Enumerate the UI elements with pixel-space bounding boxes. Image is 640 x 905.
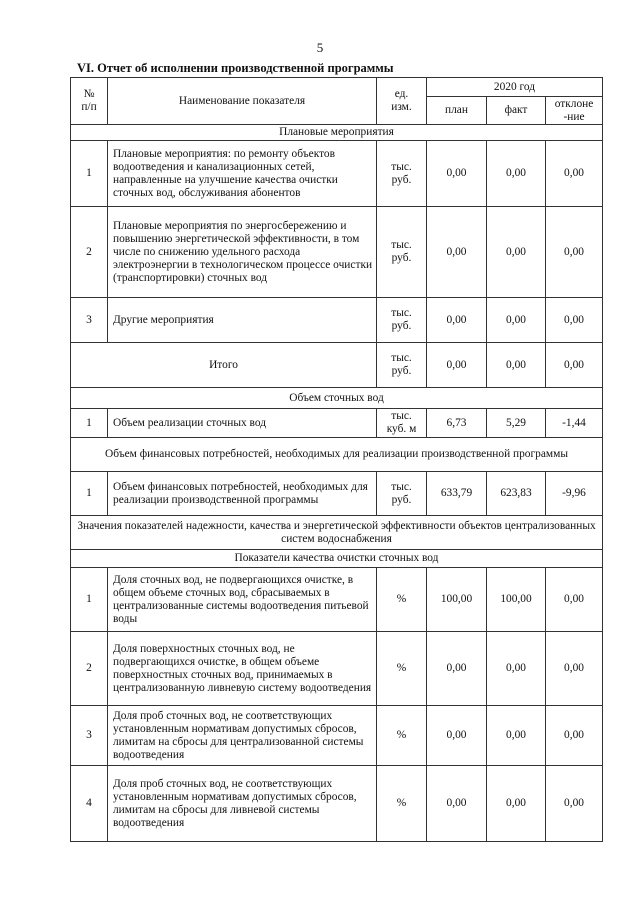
table-row	[71, 298, 603, 343]
section-title-planned: Плановые мероприятия	[71, 125, 603, 141]
table-row	[71, 207, 603, 298]
row-deviation: 0,00	[546, 632, 603, 706]
row-deviation: 0,00	[546, 568, 603, 632]
row-deviation: 0,00	[546, 298, 603, 343]
row-fact: 0,00	[487, 766, 546, 842]
section-title-indicators: Значения показателей надежности, качества и энергетической эффективности объектов централизованных систем водоснабжения	[71, 516, 603, 550]
header-fact: факт	[487, 97, 546, 125]
row-deviation: 0,00	[546, 706, 603, 766]
row-num: 3	[71, 706, 108, 766]
total-fact: 0,00	[487, 343, 546, 388]
row-plan: 100,00	[427, 568, 487, 632]
table-row	[71, 141, 603, 207]
table-row	[71, 568, 603, 632]
row-fact: 0,00	[487, 632, 546, 706]
row-num: 2	[71, 632, 108, 706]
header-year: 2020 год	[427, 78, 603, 97]
row-name: Доля поверхностных сточных вод, не подвергающихся очистке, в общем объеме поверхностных сточных вод, принимаемых в централизованную ливневую систему водоотведения	[108, 632, 377, 706]
subsection-title-quality: Показатели качества очистки сточных вод	[71, 550, 603, 568]
total-plan: 0,00	[427, 343, 487, 388]
row-num: 3	[71, 298, 108, 343]
row-fact: 100,00	[487, 568, 546, 632]
row-plan: 0,00	[427, 632, 487, 706]
row-unit: тыс. руб.	[377, 207, 427, 298]
section-title-wastewater: Объем сточных вод	[71, 388, 603, 409]
table-row	[71, 472, 603, 516]
row-name: Доля проб сточных вод, не соответствующих установленным нормативам допустимых сбросов, лимитам на сбросы для ливневой системы водоотведения	[108, 766, 377, 842]
row-unit: тыс. руб.	[377, 472, 427, 516]
row-unit: %	[377, 632, 427, 706]
page-number: 5	[316, 40, 324, 55]
section-header-row	[71, 125, 603, 141]
header-num: № п/п	[71, 78, 108, 125]
row-fact: 623,83	[487, 472, 546, 516]
row-fact: 0,00	[487, 298, 546, 343]
row-fact: 0,00	[487, 141, 546, 207]
table-row	[71, 766, 603, 842]
total-deviation: 0,00	[546, 343, 603, 388]
row-plan: 0,00	[427, 141, 487, 207]
row-unit: %	[377, 766, 427, 842]
row-plan: 0,00	[427, 207, 487, 298]
table-row	[71, 632, 603, 706]
row-unit: %	[377, 568, 427, 632]
row-name: Другие мероприятия	[108, 298, 377, 343]
row-plan: 633,79	[427, 472, 487, 516]
row-deviation: 0,00	[546, 141, 603, 207]
total-label: Итого	[71, 343, 377, 388]
row-name: Доля проб сточных вод, не соответствующих установленным нормативам допустимых сбросов, лимитам на сбросы для централизованной системы водоотведения	[108, 706, 377, 766]
subsection-header-row	[71, 550, 603, 568]
row-deviation: 0,00	[546, 207, 603, 298]
row-num: 1	[71, 141, 108, 207]
row-unit: %	[377, 706, 427, 766]
row-name: Объем реализации сточных вод	[108, 409, 377, 438]
table-row	[71, 706, 603, 766]
row-plan: 0,00	[427, 298, 487, 343]
row-name: Плановые мероприятия по энергосбережению и повышению энергетической эффективности, в том числе по снижению удельного расхода электроэнергии в технологическом процессе очистки (транспортировки) сточных вод	[108, 207, 377, 298]
row-deviation: 0,00	[546, 766, 603, 842]
section-header-row	[71, 388, 603, 409]
report-table	[70, 77, 603, 842]
row-plan: 0,00	[427, 706, 487, 766]
row-name: Объем финансовых потребностей, необходимых для реализации производственной программы	[108, 472, 377, 516]
row-num: 1	[71, 568, 108, 632]
table-row	[71, 409, 603, 438]
header-name: Наименование показателя	[108, 78, 377, 125]
row-fact: 0,00	[487, 207, 546, 298]
row-unit: тыс. куб. м	[377, 409, 427, 438]
header-deviation: отклоне -ние	[546, 97, 603, 125]
row-deviation: -9,96	[546, 472, 603, 516]
row-unit: тыс. руб.	[377, 141, 427, 207]
header-unit: ед. изм.	[377, 78, 427, 125]
row-num: 4	[71, 766, 108, 842]
row-name: Плановые мероприятия: по ремонту объектов водоотведения и канализационных сетей, направленные на улучшение качества очистки сточных вод, обслуживания абонентов	[108, 141, 377, 207]
row-num: 1	[71, 472, 108, 516]
section-header-row	[71, 438, 603, 472]
section-title-finance: Объем финансовых потребностей, необходимых для реализации производственной программы	[71, 438, 603, 472]
header-plan: план	[427, 97, 487, 125]
row-name: Доля сточных вод, не подвергающихся очистке, в общем объеме сточных вод, сбрасываемых в централизованные системы водоотведения питьевой воды	[108, 568, 377, 632]
total-row	[71, 343, 603, 388]
row-plan: 0,00	[427, 766, 487, 842]
total-unit: тыс. руб.	[377, 343, 427, 388]
section-header-row	[71, 516, 603, 550]
row-unit: тыс. руб.	[377, 298, 427, 343]
row-num: 2	[71, 207, 108, 298]
row-num: 1	[71, 409, 108, 438]
row-deviation: -1,44	[546, 409, 603, 438]
row-fact: 5,29	[487, 409, 546, 438]
row-fact: 0,00	[487, 706, 546, 766]
row-plan: 6,73	[427, 409, 487, 438]
header-row-1	[71, 78, 603, 97]
section-title: VI. Отчет об исполнении производственной программы	[77, 61, 394, 75]
